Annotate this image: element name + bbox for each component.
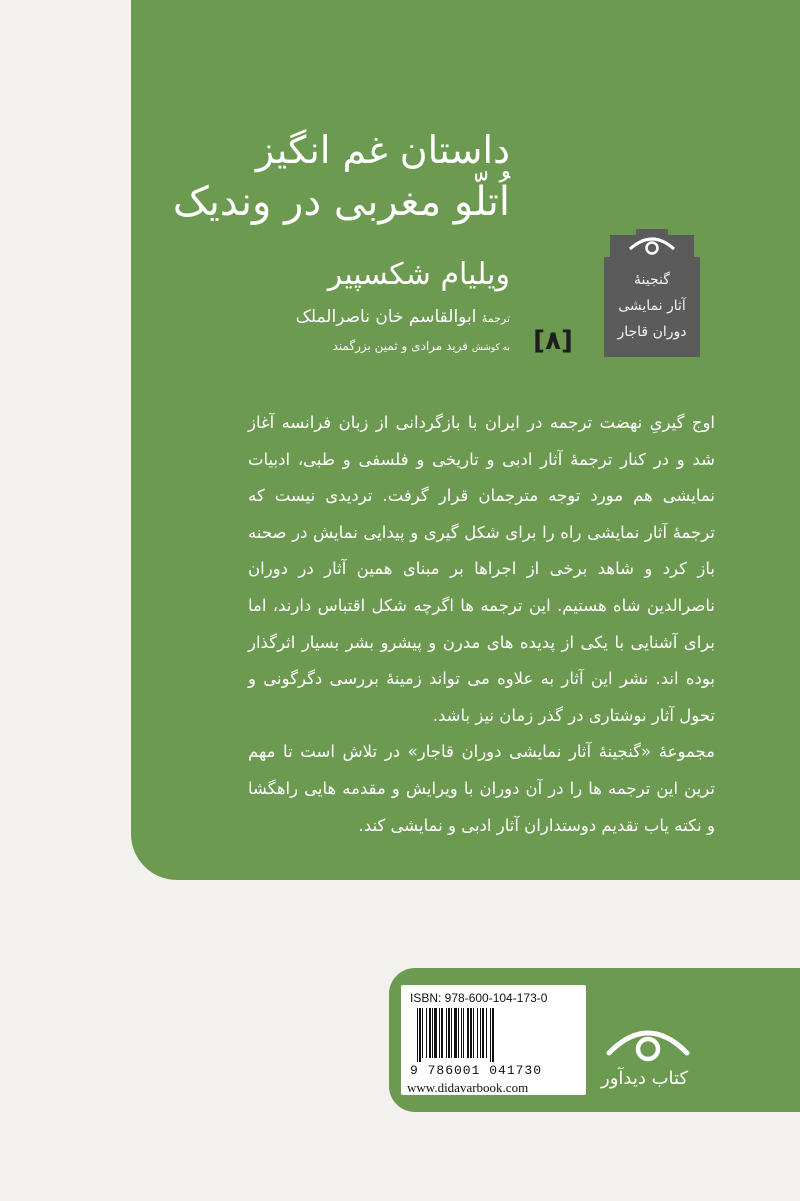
translator-name: ابوالقاسم خان ناصرالملک xyxy=(295,307,477,327)
editors-names: فرید مرادی و ثمین بزرگمند xyxy=(332,339,469,353)
barcode-digits: 9 786001 041730 xyxy=(410,1063,543,1078)
blurb-paragraph-1: اوج گیریِ نهضت ترجمه در ایران با بازگردانی از زبان فرانسه آغاز شد و در کنار ترجمهٔ آثار ادبی و تاریخی و فلسفی و طبی، ادبیات نمایشی هم مورد توجه مترجمان قرار گرفت. تردیدی نیست که ترجمهٔ آثار نمایشی راه را برای شکل گیری و پیدایی نمایش در صحنه باز کرد و شاهد برخی از اجراها بر مبنای همین آثار در دوران ناصرالدین شاه هستیم. این ترجمه ها اگرچه شکل اقتباس دارند، اما برای آشنایی با یکی از پدیده های مدرن و پیشرو بشر بسیار اثرگذار بوده اند. نشر این آثار به علاوه می تواند زمینهٔ بررسی دگرگونی و تحول آثار نوشتاری در گذر زمان نیز باشد. xyxy=(248,413,715,725)
blurb xyxy=(248,405,715,844)
emblem-line-2: آثار نمایشی xyxy=(618,298,686,314)
series-emblem xyxy=(596,227,708,359)
publisher-eye-icon xyxy=(601,1019,695,1073)
blurb-paragraph-2: مجموعهٔ «گنجینهٔ آثار نمایشی دوران قاجار» در تلاش است تا مهم ترین این ترجمه ها را در آن دوران با ویرایش و مقدمه هایی راهگشا و نکته یاب تقدیم دوستداران آثار ادبی و نمایشی کند. xyxy=(248,742,715,835)
volume-number: [۸] xyxy=(533,326,573,356)
translator-prefix: ترجمهٔ xyxy=(481,312,510,325)
emblem-text xyxy=(600,267,704,345)
translator-credit xyxy=(296,307,510,327)
title-line-1: داستان غم انگیز xyxy=(255,128,510,172)
book-title xyxy=(173,125,510,229)
title-line-2: اُتلّو مغربی در وندیک xyxy=(172,179,510,225)
isbn-label: ISBN: 978-600-104-173-0 xyxy=(410,991,548,1005)
barcode xyxy=(415,1008,571,1062)
emblem-line-3: دوران قاجار xyxy=(617,324,687,340)
publisher-website: www.didavarbook.com xyxy=(407,1080,529,1095)
author-name: ویلیام شکسپیر xyxy=(327,257,510,292)
emblem-line-1: گنجینهٔ xyxy=(634,272,670,288)
editors-credit xyxy=(333,339,511,353)
publisher-name: کتاب دیدآور xyxy=(601,1068,689,1089)
editors-prefix: به کوشش xyxy=(471,343,510,353)
